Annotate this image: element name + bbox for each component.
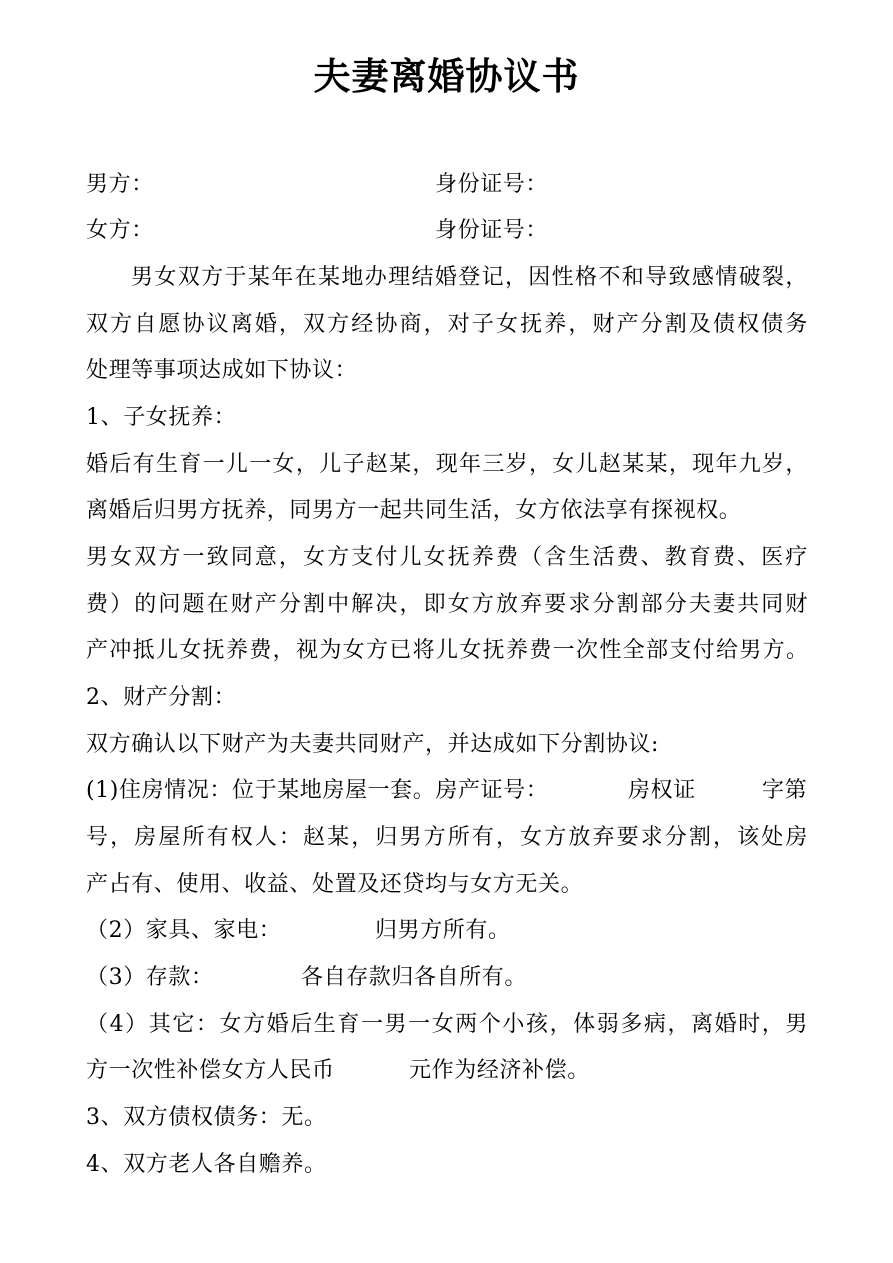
document-title: 夫妻离婚协议书: [313, 55, 580, 98]
male-label: 男方：: [86, 172, 154, 197]
intro-line-3: 处理等事项达成如下协议：: [86, 358, 358, 383]
section4-line: 4、双方老人各自赡养。: [86, 1152, 327, 1177]
male-id-label: 身份证号：: [435, 172, 549, 197]
house-line-2: 号，房屋所有权人：赵某，归男方所有，女方放弃要求分割，该处房: [86, 825, 808, 850]
savings-part-1: （3）存款：: [86, 965, 214, 990]
intro-line-2: 双方自愿协议离婚，双方经协商，对子女抚养，财产分割及债权债务: [86, 312, 808, 337]
section1-line-1: 婚后有生育一儿一女，儿子赵某，现年三岁，女儿赵某某，现年九岁，: [86, 452, 808, 477]
section1-heading: 1、子女抚养：: [86, 405, 237, 430]
house-line-3: 产占有、使用、收益、处置及还贷均与女方无关。: [86, 872, 584, 897]
house-part-2: 房权证: [628, 778, 696, 803]
section2-heading: 2、财产分割：: [86, 685, 237, 710]
furniture-part-1: （2）家具、家电：: [86, 918, 282, 943]
section1-line-4: 费）的问题在财产分割中解决，即女方放弃要求分割部分夫妻共同财: [86, 592, 808, 617]
other-line-1: （4）其它：女方婚后生育一男一女两个小孩，体弱多病，离婚时，男: [86, 1012, 808, 1037]
house-part-3: 字第: [762, 778, 808, 803]
section1-line-2: 离婚后归男方抚养，同男方一起共同生活，女方依法享有探视权。: [86, 498, 742, 523]
savings-part-2: 各自存款归各自所有。: [301, 965, 528, 990]
section2-intro: 双方确认以下财产为夫妻共同财产，并达成如下分割协议:: [86, 732, 660, 757]
section1-line-5: 产冲抵儿女抚养费，视为女方已将儿女抚养费一次性全部支付给男方。: [86, 638, 808, 663]
female-label: 女方：: [86, 218, 154, 243]
female-id-label: 身份证号：: [435, 218, 549, 243]
other-part-1: 方一次性补偿女方人民币: [86, 1058, 335, 1083]
furniture-part-2: 归男方所有。: [375, 918, 511, 943]
section3-line: 3、双方债权债务：无。: [86, 1105, 327, 1130]
other-part-2: 元作为经济补偿。: [409, 1058, 590, 1083]
section1-line-3: 男女双方一致同意，女方支付儿女抚养费（含生活费、教育费、医疗: [86, 545, 808, 570]
house-part-1: (1)住房情况：位于某地房屋一套。房产证号：: [86, 778, 549, 803]
intro-line-1: 男女双方于某年在某地办理结婚登记，因性格不和导致感情破裂，: [131, 265, 808, 290]
